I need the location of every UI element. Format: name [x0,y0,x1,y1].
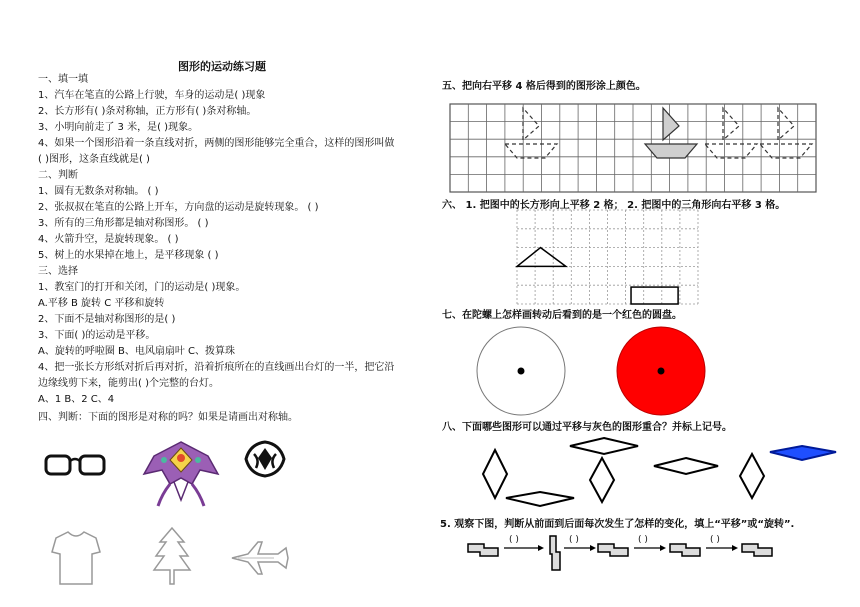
part1-q3: 3、小明向前走了 3 米，是( )现象。 [38,122,199,133]
part4-heading: 四、判断：下面的图形是对称的吗？如果是请画出对称轴。 [38,412,298,423]
answer-blank-2[interactable]: ( ) [569,535,579,545]
triangle-shape[interactable] [517,248,566,267]
rhombus-horizontal-2 [654,458,718,474]
part9-heading: 5. 观察下图，判断从前面到后面每次发生了怎样的变化，填上“平移”或“旋转”. [440,519,795,530]
part3-q4a: 4、把一张长方形纸对折后再对折，沿着折痕所在的直线画出台灯的一半，把它沿 [38,362,395,373]
rhombus-group[interactable] [480,434,840,514]
red-top-circle [616,326,706,416]
rhombus-vertical-1 [483,450,507,498]
part7-heading: 七、在陀螺上怎样画转动后看到的是一个红色的圆盘。 [442,310,682,321]
rhombus-horizontal-3 [506,492,574,506]
part3-q1-options: A.平移 B 旋转 C 平移和旋转 [38,298,165,309]
part3-q1: 1、教室门的打开和关闭，门的运动是( )现象。 [38,282,246,293]
boat-shape-3[interactable] [705,108,757,158]
part1-q1: 1、汽车在笔直的公路上行驶，车身的运动是( )现象 [38,90,266,101]
tree-figure [152,526,192,588]
part2-q4: 4、火箭升空，是旋转现象。 ( ) [38,234,179,245]
emblem-figure [244,440,286,478]
part8-heading: 八、下面哪些图形可以通过平移与灰色的图形重合？并标上记号。 [442,422,732,433]
dress-figure [50,530,102,586]
part5-heading: 五、把向右平移 4 格后得到的图形涂上颜色。 [442,81,646,92]
rhombus-vertical-3 [740,454,764,498]
part2-heading: 二、判断 [38,170,78,181]
part2-q2: 2、张叔叔在笔直的公路上开车，方向盘的运动是旋转现象。 ( ) [38,202,319,213]
boat-shape-4[interactable] [760,108,812,158]
part2-q5: 5、树上的水果掉在地上，是平移现象 ( ) [38,250,219,261]
jet-figure [228,538,290,578]
answer-blank-3[interactable]: ( ) [638,535,648,545]
translation-grid[interactable] [450,104,816,192]
white-top-circle[interactable] [476,326,566,416]
part1-heading: 一、填一填 [38,74,88,85]
part1-q4b: ( )图形，这条直线就是( ) [38,154,150,165]
part3-q3-options: A、旋转的呼啦圈 B、电风扇扇叶 C、拨算珠 [38,346,236,357]
part1-q4a: 4、如果一个图形沿着一条直线对折，两侧的图形能够完全重合，这样的图形叫做 [38,138,395,149]
answer-blank-4[interactable]: ( ) [710,535,720,545]
part3-q3: 3、下面( )的运动是平移。 [38,330,156,341]
part2-q3: 3、所有的三角形都是轴对称图形。 ( ) [38,218,209,229]
part2-q1: 1、圆有无数条对称轴。 ( ) [38,186,159,197]
glasses-figure [44,452,106,478]
part3-heading: 三、选择 [38,266,78,277]
part3-q2: 2、下面不是轴对称图形的是( ) [38,314,176,325]
rhombus-horizontal-1 [570,438,638,454]
rhombus-vertical-2 [590,458,614,502]
rhombus-blue [770,446,836,460]
part3-q4b: 边缘线剪下来，能剪出( )个完整的台灯。 [38,378,219,389]
answer-blank-1[interactable]: ( ) [509,535,519,545]
kite-figure [140,438,222,510]
part3-q4-options: A、1 B、2 C、4 [38,394,115,405]
rectangle-shape[interactable] [631,287,678,304]
part1-q2: 2、长方形有( )条对称轴，正方形有( )条对称轴。 [38,106,257,117]
dotted-grid[interactable] [517,210,698,304]
part6-heading: 六、 1. 把图中的长方形向上平移 2 格； 2. 把图中的三角形向右平移 3 格。 [442,200,786,211]
page-title: 图形的运动练习题 [178,60,266,73]
boat-shape-2[interactable] [645,108,697,158]
boat-shape-1[interactable] [505,108,557,158]
